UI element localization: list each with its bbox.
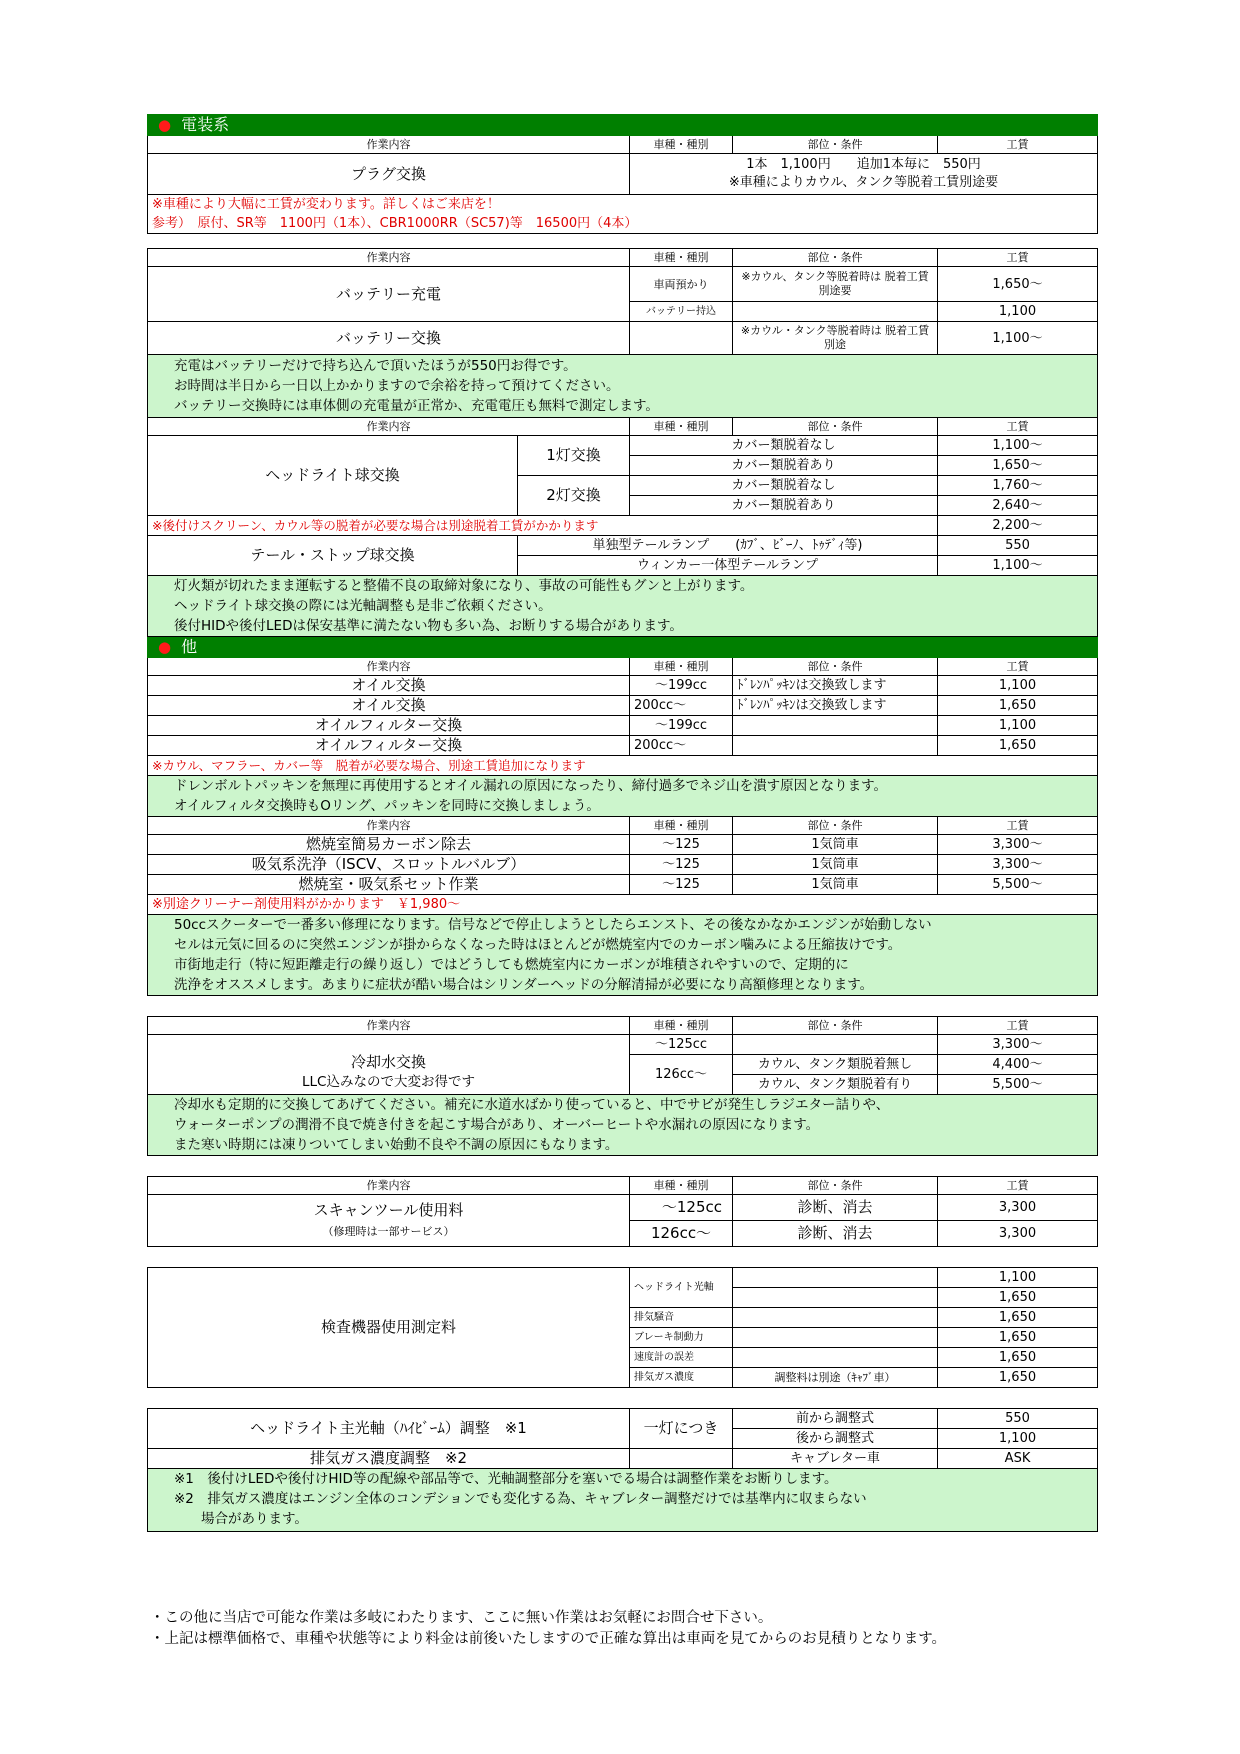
battery-replace-name: バッテリー交換 (148, 322, 630, 355)
oil-row: オイルフィルター交換 ～199cc 1,100 (148, 716, 1098, 736)
headlight-row: ヘッドライト球交換 1灯交換 カバー類脱着なし 1,100～ (148, 436, 1098, 456)
scan-name: スキャンツール使用料 （修理時は一部サービス） (148, 1195, 630, 1247)
bullet-icon: ● (158, 116, 172, 134)
oil-row: オイル交換 ～199cc ﾄﾞﾚﾝﾊﾟｯｷﾝは交換致します 1,100 (148, 676, 1098, 696)
carbon-warn-row: ※別途クリーナー剤使用料がかかります ￥1,980～ (148, 895, 1098, 915)
plug-name: プラグ交換 (148, 154, 630, 195)
coolant-row: 冷却水交換 LLC込みなので大変お得です ～125cc 3,300～ (148, 1035, 1098, 1055)
oil-warn-row: ※カウル、マフラー、カバー等 脱着が必要な場合、別途工賃追加になります (148, 756, 1098, 776)
section-electrical (148, 115, 1098, 136)
adjust-headlight-row: ヘッドライト主光軸（ﾊｲﾋﾞｰﾑ）調整 ※1 一灯につき 前から調整式 550 (148, 1409, 1098, 1429)
plug-ref-row: 参考） 原付、SR等 1100円（1本）、CBR1000RR（SC57)等 16500円（4本） (148, 214, 1098, 234)
carbon-row: 吸気系洗浄（ISCV、スロットルバルブ） ～125 1気筒車 3,300～ (148, 855, 1098, 875)
battery-replace-row: バッテリー交換 ※カウル・タンク等脱着時は 脱着工賃別途 1,100～ (148, 322, 1098, 355)
section-title: 他 (181, 637, 198, 656)
tail-row: テール・ストップ球交換 単独型テールランプ (ｶﾌﾞ、ﾋﾞｰﾉ、ﾄｩﾃﾞｨ等) 550 (148, 536, 1098, 556)
price-sheet (147, 114, 1097, 1532)
oil-row: オイル交換 200cc～ ﾄﾞﾚﾝﾊﾟｯｷﾝは交換致します 1,650 (148, 696, 1098, 716)
coolant-name: 冷却水交換 LLC込みなので大変お得です (148, 1035, 630, 1095)
battery-charge-row: バッテリー充電 車両預かり ※カウル、タンク等脱着時は 脱着工賃別途要 1,650～ (148, 267, 1098, 302)
column-header: 作業内容 車種・種別 部位・条件 工賃 (148, 1177, 1098, 1195)
tail-notes: 灯火類が切れたまま運転すると整備不良の取締対象になり、事故の可能性もグンと上がります。 ヘッドライト球交換の際には光軸調整も是非ご依頼ください。 後付HIDや後付LEDは保安基準に満たない物も多い為、お断りする場合があります。 (148, 576, 1098, 637)
coolant-notes: 冷却水も定期的に交換してあげてください。補充に水道水ばかり使っていると、中でサビが発生しラジエター詰りや、 ウォーターポンプの潤滑不良で焼き付きを起こす場合があり、オーバーヒートや水漏れの原因になります。 また寒い時期には凍りついてしまい始動不良や不調の原因にもなります。 (148, 1095, 1098, 1156)
price-table: ● 電装系 作業内容 車種・種別 部位・条件 工賃 プラグ交換 1本 1,100円 追加1本毎に 550円 ※車種によりカウル、タンク等脱着工賃別途要 ※車種により大幅に工賃が変わります。詳しくはご来店を！ 参考） 原付、SR等 1100円（1本）、CBR1000RR（SC57)等 16500円（4本） 作業内容 車種・種別 部位・条件 工賃 バッテリー充電 車両預かり ※カウル、タンク等脱着時は 脱着工賃別途要 1,650～ バッテリー持込 1,100 バッテリー交換 ※カウル・タンク等脱着時は 脱着工賃別途 1,100～ 充電はバッテリーだけで持ち込んで頂いたほうが550円お得です。 お時間は半日から一日以上かかりますので余裕を持って預けてください。 バッテリー交換時には車体側の充電量が正常か、充電電圧も無料で測定します。 作業内容 車種・種別 部位・条件 工賃 ヘッドライト球交換 1灯交換 カバー類脱着なし 1,100～ カバー類脱着あり 1,650～ 2灯交換 カバー類脱着なし 1,760～ カバー類脱着あり 2,640～ ※後付けスクリーン、カウル等の脱着が必要な場合は別途脱着工賃がかかります 2,200～ テール・ストップ球交換 単独型テールランプ (ｶﾌﾞ、ﾋﾞｰﾉ、ﾄｩﾃﾞｨ等) 550 ウィンカー一体型テールランプ 1,100～ 灯火類が切れたまま運転すると整備不良の取締対象になり、事故の可能性もグンと上がります。 ヘッドライト球交換の際には光軸調整も是非ご依頼ください。 後付HIDや後付LEDは保安基準に満たない物も多い為、お断りする場合があります。 ● 他 作業内容 車種・種別 部位・条件 工賃 オイル交換 ～199cc ﾄﾞﾚﾝﾊﾟｯｷﾝは交換致します 1,100 オイル交換 200cc～ ﾄﾞﾚﾝﾊﾟｯｷﾝは交換致します 1,650 オイルフィルター交換 ～199cc 1,100 オイルフィルター交換 200cc～ 1,650 ※カウル、マフラー、カバー等 脱着が必要な場合、別途工賃追加になります ドレンボルトパッキンを無理に再使用するとオイル漏れの原因になったり、締付過多でネジ山を潰す原因となります。 オイルフィルタ交換時もOリング、パッキンを同時に交換しましょう。 作業内容 車種・種別 部位・条件 工賃 燃焼室簡易カーボン除去 ～125 1気筒車 3,300～ 吸気系洗浄（ISCV、スロットルバルブ） ～125 1気筒車 3,300～ 燃焼室・吸気系セット作業 ～125 1気筒車 5,500～ ※別途クリーナー剤使用料がかかります ￥1,980～ 50ccスクーターで一番多い修理になります。信号などで停止しようとしたらエンスト、その後なかなかエンジンが始動しない セルは元気に回るのに突然エンジンが掛からなくなった時はほとんどが燃焼室内でのカーボン噛みによる圧縮抜けです。 市街地走行（特に短距離走行の繰り返し）ではどうしても燃焼室内にカーボンが堆積されやすいので、定期的に 洗浄をオススメします。あまりに症状が酷い場合はシリンダーヘッドの分解清掃が必要になり高額修理となります。 作業内容 車種・種別 部位・条件 工賃 冷却水交換 LLC込みなので大変お得です ～125cc 3,300～ 126cc～ カウル、タンク類脱着無し 4,400～ カウル、タンク類脱着有り 5,500～ 冷却水も定期的に交換してあげてください。補充に水道水ばかり使っていると、中でサビが発生しラジエター詰りや、 ウォーターポンプの潤滑不良で焼き付きを起こす場合があり、オーバーヒートや水漏れの原因になります。 また寒い時期には凍りついてしまい始動不良や不調の原因にもなります。 作業内容 車種・種別 部位・条件 工賃 スキャンツール使用料 （修理時は一部サービス） ～125cc 診断、消去 3,300 126cc～ 診断、消去 3,300 検査機器使用測定料 ヘッドライト光軸 1,100 1,650 排気騒音 1,650 ブレーキ制動力 1,650 速度計の誤差 1,650 排気ガス濃度 調整料は別途（ｷｬﾌﾞ車） 1,650 ヘッドライト主光軸（ﾊｲﾋﾞｰﾑ）調整 ※1 一灯につき 前から調整式 550 後から調整式 1,100 排気ガス濃度調整 ※2 キャブレター車 ASK ※1 後付けLEDや後付けHID等の配線や部品等で、光軸調整部分を塞いでる場合は調整作業をお断りします。 ※2 排気ガス濃度はエンジン全体のコンデションでも変化する為、キャブレター調整だけでは基準内に収まらない 場合があります。 (147, 114, 1098, 1532)
battery-notes: 充電はバッテリーだけで持ち込んで頂いたほうが550円お得です。 お時間は半日から一日以上かかりますので余裕を持って預けてください。 バッテリー交換時には車体側の充電量が正常か、充電電圧も無料で測定します。 (148, 355, 1098, 418)
adjust-notes: ※1 後付けLEDや後付けHID等の配線や部品等で、光軸調整部分を塞いでる場合は調整作業をお断りします。 ※2 排気ガス濃度はエンジン全体のコンデションでも変化する為、キャブレター調整だけでは基準内に収まらない 場合があります。 (148, 1469, 1098, 1532)
adjust-exhaust-row: 排気ガス濃度調整 ※2 キャブレター車 ASK (148, 1449, 1098, 1469)
column-header: 作業内容 車種・種別 部位・条件 工賃 (148, 249, 1098, 267)
plug-row (148, 154, 1098, 195)
column-header: 作業内容 車種・種別 部位・条件 工賃 (148, 418, 1098, 436)
battery-charge-name: バッテリー充電 (148, 267, 630, 322)
bullet-icon: ● (158, 638, 172, 656)
section-title: 電装系 (181, 115, 230, 134)
carbon-notes: 50ccスクーターで一番多い修理になります。信号などで停止しようとしたらエンスト、その後なかなかエンジンが始動しない セルは元気に回るのに突然エンジンが掛からなくなった時はほとんどが燃焼室内でのカーボン噛みによる圧縮抜けです。 市街地走行（特に短距離走行の繰り返し）ではどうしても燃焼室内にカーボンが堆積されやすいので、定期的に 洗浄をオススメします。あまりに症状が酷い場合はシリンダーヘッドの分解清掃が必要になり高額修理となります。 (148, 915, 1098, 996)
column-header: 作業内容 車種・種別 部位・条件 工賃 (148, 658, 1098, 676)
footer-notes: ・この他に当店で可能な作業は多岐にわたります、ここに無い作業はお気軽にお問合せ下さい。 ・上記は標準価格で、車種や状態等により料金は前後いたしますので正確な算出は車両を見てからのお見積りとなります。 (150, 1610, 947, 1647)
section-other (148, 637, 1098, 658)
inspection-name: 検査機器使用測定料 (148, 1268, 630, 1388)
plug-warn-row: ※車種により大幅に工賃が変わります。詳しくはご来店を！ (148, 195, 1098, 215)
carbon-row: 燃焼室・吸気系セット作業 ～125 1気筒車 5,500～ (148, 875, 1098, 895)
oil-notes: ドレンボルトパッキンを無理に再使用するとオイル漏れの原因になったり、締付過多でネジ山を潰す原因となります。 オイルフィルタ交換時もOリング、パッキンを同時に交換しましょう。 (148, 776, 1098, 817)
battery-bring-row: バッテリー持込 1,100 (148, 302, 1098, 322)
column-header: 作業内容 車種・種別 部位・条件 工賃 (148, 817, 1098, 835)
plug-price: 1本 1,100円 追加1本毎に 550円 ※車種によりカウル、タンク等脱着工賃別途要 (630, 154, 1098, 195)
inspection-row: 検査機器使用測定料 ヘッドライト光軸 1,100 (148, 1268, 1098, 1288)
tail-name: テール・ストップ球交換 (148, 536, 518, 576)
headlight-name: ヘッドライト球交換 (148, 436, 518, 516)
headlight-warn-row: ※後付けスクリーン、カウル等の脱着が必要な場合は別途脱着工賃がかかります 2,200～ (148, 516, 1098, 536)
carbon-row: 燃焼室簡易カーボン除去 ～125 1気筒車 3,300～ (148, 835, 1098, 855)
column-header: 作業内容 車種・種別 部位・条件 工賃 (148, 136, 1098, 154)
column-header: 作業内容 車種・種別 部位・条件 工賃 (148, 1017, 1098, 1035)
oil-row: オイルフィルター交換 200cc～ 1,650 (148, 736, 1098, 756)
scan-row: スキャンツール使用料 （修理時は一部サービス） ～125cc 診断、消去 3,300 (148, 1195, 1098, 1221)
